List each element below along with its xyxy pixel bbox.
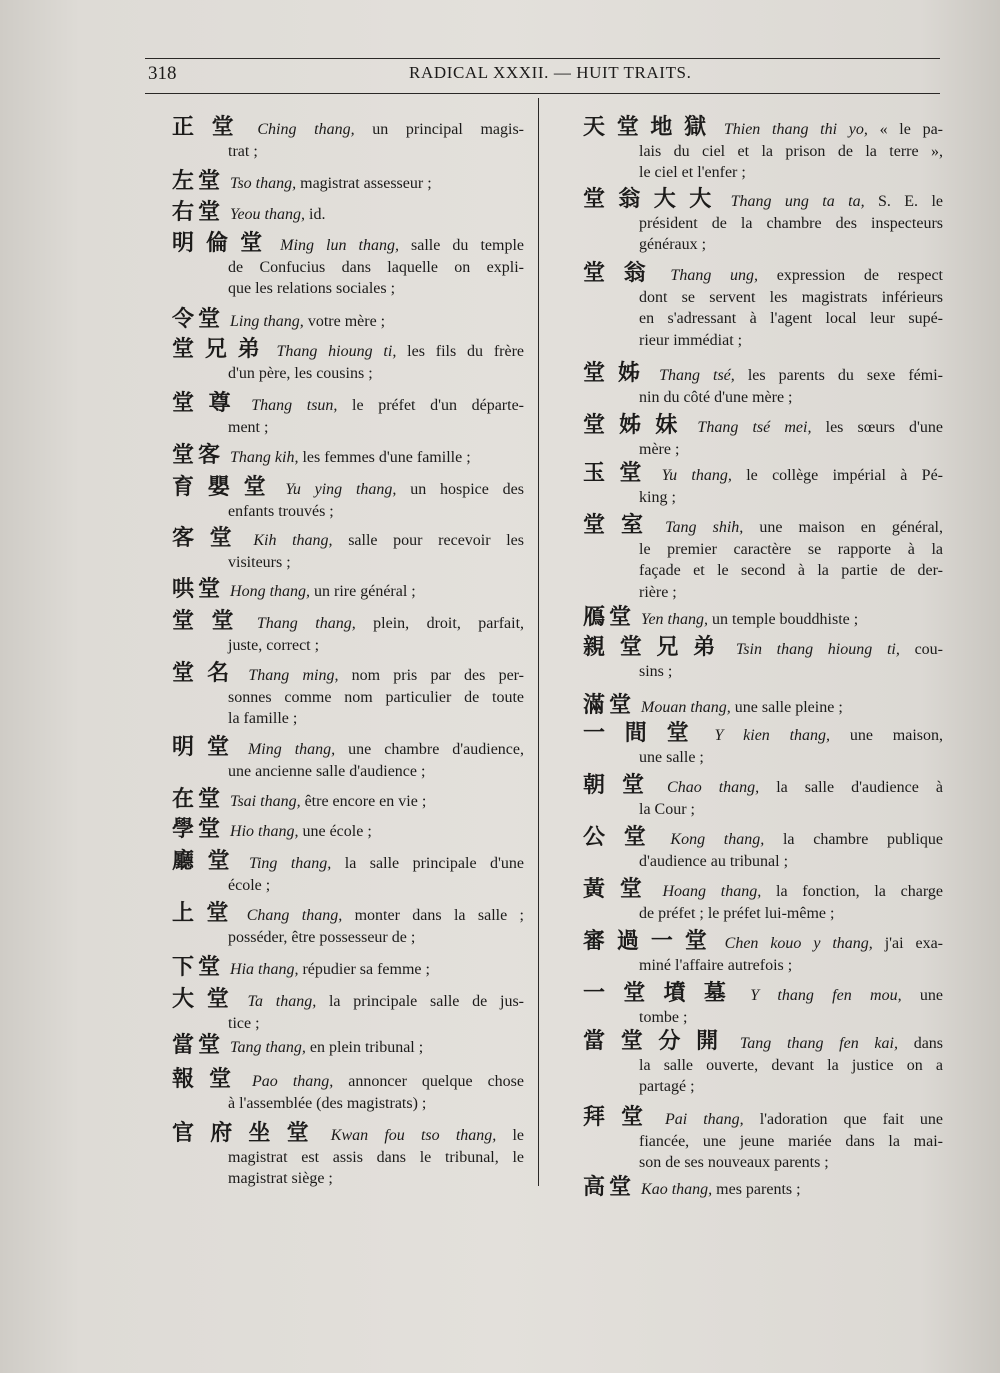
entry-first-line [172, 476, 524, 501]
dictionary-entry [583, 982, 943, 1028]
romanization: Thang ung ta ta, [730, 193, 865, 210]
definition: le préfet d'un départe- [352, 397, 524, 414]
definition: une maison en général, [759, 519, 943, 536]
definition: un principal magis- [372, 121, 524, 138]
dictionary-entry [172, 170, 524, 195]
entry-first-line [172, 902, 524, 927]
definition: id. [309, 206, 326, 223]
dictionary-entry [172, 902, 524, 948]
romanization: Thang thang, [256, 615, 356, 632]
entry-first-line [172, 1122, 524, 1147]
definition-continuation: en s'adressant à l'agent local leur supé- [639, 310, 943, 327]
dictionary-entry [583, 262, 943, 351]
definition: votre mère ; [307, 313, 386, 330]
entry-first-line [583, 262, 943, 287]
definition-continuation: son de ses nouveaux parents ; [639, 1154, 829, 1171]
definition: répudier sa femme ; [302, 961, 430, 978]
entry-first-line [172, 444, 524, 469]
dictionary-entry [172, 1068, 524, 1114]
definition: plein, droit, parfait, [373, 615, 525, 632]
dictionary-entry [172, 527, 524, 573]
definition: la salle d'audience à [776, 779, 943, 796]
definition-continuation: trat ; [228, 142, 258, 160]
definition-continuation: d'audience au tribunal ; [639, 852, 789, 870]
dictionary-entry [583, 774, 943, 820]
definition-continuation: à l'assemblée (des magistrats) ; [228, 1094, 427, 1112]
definition-continuation: la salle ouverte, devant la justice on a [639, 1056, 943, 1074]
romanization: Yen thang, [641, 611, 708, 628]
romanization: Thang kih, [230, 449, 299, 466]
chinese-headword: 堂翁 [583, 261, 665, 286]
running-head: RADICAL XXXII. — HUIT TRAITS. [409, 63, 692, 82]
dictionary-entry [172, 850, 524, 896]
chinese-headword: 堂客 [172, 443, 225, 468]
chinese-headword: 公堂 [583, 825, 665, 850]
definition-continuation: généraux ; [639, 236, 707, 253]
chinese-headword: 右堂 [172, 200, 225, 225]
definition: la principale salle de jus- [328, 993, 525, 1010]
chinese-headword: 大堂 [172, 987, 242, 1012]
definition-continuation: magistrat est assis dans le tribunal, le [228, 1148, 524, 1166]
chinese-headword: 哄堂 [172, 577, 225, 602]
definition: une salle pleine ; [734, 699, 843, 716]
romanization: Kwan fou tso thang, [330, 1127, 497, 1144]
definition-continuation: d'un père, les cousins ; [228, 364, 373, 382]
entry-first-line [583, 414, 943, 439]
entry-first-line [172, 850, 524, 875]
definition-continuation: enfants trouvés ; [228, 502, 334, 520]
chinese-headword: 下堂 [172, 955, 225, 980]
romanization: Ming thang, [247, 741, 336, 758]
definition: salle du temple [411, 237, 524, 254]
entry-first-line [172, 527, 524, 552]
definition-continuation: ment ; [228, 418, 269, 436]
dictionary-entry [583, 694, 943, 719]
chinese-headword: 明堂 [172, 735, 242, 760]
romanization: Thang tsé, [659, 367, 735, 384]
dictionary-entry [583, 188, 943, 256]
definition: la fonction, la charge [776, 883, 943, 900]
entry-first-line [583, 694, 943, 719]
romanization: Tso thang, [230, 175, 297, 192]
romanization: Hio thang, [230, 823, 299, 840]
chinese-headword: 拜堂 [583, 1105, 660, 1130]
dictionary-entry [583, 930, 943, 976]
chinese-headword: 在堂 [172, 787, 225, 812]
entry-first-line [583, 1176, 943, 1201]
definition: la salle principale d'une [344, 855, 524, 872]
romanization: Mouan thang, [641, 699, 731, 716]
chinese-headword: 左堂 [172, 169, 225, 194]
romanization: Kao thang, [641, 1181, 713, 1198]
entry-first-line [172, 578, 524, 603]
chinese-headword: 一間堂 [583, 721, 709, 746]
definition: les femmes d'une famille ; [302, 449, 471, 466]
definition-continuation: une salle ; [639, 748, 704, 766]
column-divider [538, 98, 539, 1186]
definition: magistrat assesseur ; [300, 175, 432, 192]
romanization: Thang tsé mei, [697, 419, 812, 436]
entry-first-line [172, 232, 524, 257]
entry-first-line [172, 116, 524, 141]
romanization: Thang tsun, [251, 397, 338, 414]
chinese-headword: 滿堂 [583, 693, 636, 718]
dictionary-entry [172, 232, 524, 300]
definition: annoncer quelque chose [348, 1073, 525, 1090]
definition: un rire général ; [314, 583, 416, 600]
romanization: Ming lun thang, [280, 237, 399, 254]
chinese-headword: 堂姊妹 [583, 413, 692, 438]
entry-first-line [583, 982, 943, 1007]
entry-first-line [172, 788, 524, 813]
dictionary-entry [583, 414, 943, 460]
romanization: Hia thang, [230, 961, 299, 978]
definition-continuation: la Cour ; [639, 800, 695, 818]
definition-continuation: nin du côté d'une mère ; [639, 388, 793, 406]
entry-first-line [583, 1030, 943, 1055]
definition: salle pour recevoir les [348, 532, 524, 549]
dictionary-entry [172, 788, 524, 813]
romanization: Tang thang fen kai, [739, 1035, 898, 1052]
definition-continuation: magistrat siège ; [228, 1170, 333, 1187]
entry-first-line [583, 636, 943, 661]
entry-first-line [172, 956, 524, 981]
dictionary-entry [172, 988, 524, 1034]
romanization: Hong thang, [230, 583, 311, 600]
romanization: Thang ming, [248, 667, 339, 684]
chinese-headword: 堂姊 [583, 361, 654, 386]
definition-continuation: lais du ciel et la prison de la terre », [639, 142, 943, 160]
chinese-headword: 堂兄弟 [172, 337, 271, 362]
chinese-headword: 玉堂 [583, 461, 656, 486]
definition: les sœurs d'une [825, 419, 943, 436]
entry-first-line [583, 188, 943, 213]
chinese-headword: 堂室 [583, 513, 660, 538]
definition-continuation: de Confucius dans laquelle on expli- [228, 258, 524, 276]
entry-first-line [172, 736, 524, 761]
romanization: Pai thang, [665, 1111, 744, 1128]
definition: mes parents ; [716, 1181, 801, 1198]
romanization: Ling thang, [230, 313, 304, 330]
dictionary-entry [172, 956, 524, 981]
definition-continuation: que les relations sociales ; [228, 280, 396, 297]
definition-continuation: président de la chambre des inspecteurs [639, 214, 943, 232]
dictionary-entry [583, 1106, 943, 1174]
chinese-headword: 報堂 [172, 1067, 247, 1092]
chinese-headword: 正堂 [172, 115, 252, 140]
dictionary-entry [172, 662, 524, 730]
dictionary-entry [172, 610, 524, 656]
romanization: Chao thang, [667, 779, 760, 796]
definition-continuation: tice ; [228, 1014, 260, 1032]
entry-first-line [583, 514, 943, 539]
chinese-headword: 黃堂 [583, 877, 657, 902]
definition-continuation: la famille ; [228, 710, 298, 727]
entry-first-line [172, 308, 524, 333]
entry-first-line [172, 662, 524, 687]
dictionary-entry [583, 826, 943, 872]
entry-first-line [583, 462, 943, 487]
entry-first-line [172, 201, 524, 226]
chinese-headword: 學堂 [172, 817, 225, 842]
entry-first-line [583, 722, 943, 747]
chinese-headword: 當堂分開 [583, 1029, 734, 1054]
dictionary-entry [172, 444, 524, 469]
dictionary-entry [583, 722, 943, 768]
chinese-headword: 客堂 [172, 526, 248, 551]
definition-continuation: le ciel et l'enfer ; [639, 164, 746, 181]
definition: une [919, 987, 943, 1004]
definition-continuation: rière ; [639, 583, 677, 601]
entry-first-line [583, 878, 943, 903]
dictionary-entry [583, 362, 943, 408]
chinese-headword: 天堂地獄 [583, 115, 718, 140]
romanization: Y thang fen mou, [750, 987, 902, 1004]
dictionary-entry [583, 462, 943, 508]
entry-first-line [583, 116, 943, 141]
entry-first-line [172, 338, 524, 363]
definition: un temple bouddhiste ; [712, 611, 859, 628]
romanization: Tang thang, [230, 1039, 306, 1056]
romanization: Thang ung, [670, 267, 759, 284]
definition-continuation: fiancée, une jeune mariée dans la mai- [639, 1132, 943, 1150]
definition: la chambre publique [782, 831, 943, 848]
chinese-headword: 上堂 [172, 901, 241, 926]
romanization: Thang hioung ti, [276, 343, 397, 360]
definition-continuation: sonnes comme nom particulier de toute [228, 688, 524, 706]
dictionary-entry [583, 116, 943, 184]
romanization: Tsin thang hioung ti, [735, 641, 900, 658]
definition: une chambre d'audience, [348, 741, 525, 758]
chinese-headword: 堂翁大大 [583, 187, 725, 212]
chinese-headword: 鴈堂 [583, 605, 636, 630]
romanization: Kong thang, [670, 831, 765, 848]
entry-first-line [583, 362, 943, 387]
romanization: Tsai thang, [230, 793, 301, 810]
definition-continuation: posséder, être possesseur de ; [228, 928, 416, 946]
romanization: Yu thang, [661, 467, 732, 484]
dictionary-entry [172, 1034, 524, 1059]
dictionary-entry [172, 1122, 524, 1190]
page-number: 318 [148, 63, 177, 84]
romanization: Ta thang, [247, 993, 317, 1010]
chinese-headword: 當堂 [172, 1033, 225, 1058]
romanization: Hoang thang, [662, 883, 762, 900]
definition: le collège impérial à Pé- [746, 467, 943, 484]
top-rule [145, 58, 940, 59]
definition-continuation: visiteurs ; [228, 553, 291, 571]
romanization: Tang shih, [665, 519, 744, 536]
dictionary-entry [172, 736, 524, 782]
definition: les parents du sexe fémi- [747, 367, 943, 384]
definition-continuation: le premier caractère se rapporte à la [639, 540, 943, 558]
chinese-headword: 育嬰堂 [172, 475, 280, 500]
definition: « le pa- [879, 121, 943, 138]
definition: en plein tribunal ; [309, 1039, 424, 1056]
romanization: Kih thang, [253, 532, 333, 549]
definition: le [512, 1127, 525, 1144]
definition: j'ai exa- [884, 935, 943, 952]
dictionary-entry [172, 392, 524, 438]
dictionary-entry [172, 116, 524, 162]
romanization: Pao thang, [252, 1073, 334, 1090]
romanization: Ching thang, [257, 121, 355, 138]
dictionary-entry [172, 578, 524, 603]
chinese-headword: 高堂 [583, 1175, 636, 1200]
chinese-headword: 親堂兄弟 [583, 635, 730, 660]
definition-continuation: dont se servent les magistrats inférieurs [639, 288, 943, 306]
chinese-headword: 廳堂 [172, 849, 243, 874]
entry-first-line [172, 988, 524, 1013]
dictionary-entry [172, 201, 524, 226]
romanization: Chang thang, [246, 907, 343, 924]
definition-continuation: king ; [639, 488, 676, 506]
definition: l'adoration que fait une [759, 1111, 943, 1128]
definition: dans [913, 1035, 944, 1052]
entry-first-line [583, 1106, 943, 1131]
romanization: Ting thang, [248, 855, 332, 872]
definition: expression de respect [776, 267, 943, 284]
definition-continuation: partagé ; [639, 1078, 695, 1095]
chinese-headword: 官府坐堂 [172, 1121, 325, 1146]
dictionary-entry [583, 606, 943, 631]
definition-continuation: façade et le second à la partie de der- [639, 562, 943, 579]
dictionary-entry [583, 514, 943, 603]
entry-first-line [583, 774, 943, 799]
entry-first-line [172, 1068, 524, 1093]
romanization: Yeou thang, [230, 206, 305, 223]
chinese-headword: 堂名 [172, 661, 243, 686]
chinese-headword: 朝堂 [583, 773, 662, 798]
entry-first-line [172, 818, 524, 843]
definition-continuation: juste, correct ; [228, 636, 320, 654]
definition: une école ; [302, 823, 372, 840]
definition: une maison, [849, 727, 943, 744]
definition-continuation: sins ; [639, 662, 673, 680]
header-rule [145, 93, 940, 94]
entry-first-line [172, 1034, 524, 1059]
chinese-headword: 堂堂 [172, 609, 251, 634]
dictionary-entry [172, 308, 524, 333]
definition: les fils du frère [407, 343, 525, 360]
definition: nom pris par des per- [351, 667, 524, 684]
dictionary-entry [172, 476, 524, 522]
entry-first-line [583, 826, 943, 851]
definition-continuation: rieur immédiat ; [639, 331, 743, 349]
chinese-headword: 審過一堂 [583, 929, 719, 954]
definition-continuation: école ; [228, 876, 271, 894]
dictionary-entry [583, 1176, 943, 1201]
entry-first-line [172, 170, 524, 195]
definition-continuation: tombe ; [639, 1008, 688, 1026]
romanization: Thien thang thi yo, [723, 121, 868, 138]
romanization: Yu ying thang, [285, 481, 397, 498]
entry-first-line [172, 610, 524, 635]
definition: cou- [914, 641, 944, 658]
definition: monter dans la salle ; [354, 907, 524, 924]
chinese-headword: 令堂 [172, 307, 225, 332]
romanization: Chen kouo y thang, [724, 935, 873, 952]
romanization: Y kien thang, [714, 727, 831, 744]
entry-first-line [583, 606, 943, 631]
definition-continuation: une ancienne salle d'audience ; [228, 762, 426, 780]
definition-continuation: miné l'affaire autrefois ; [639, 956, 793, 974]
chinese-headword: 堂尊 [172, 391, 246, 416]
dictionary-entry [172, 338, 524, 384]
chinese-headword: 一堂墳墓 [583, 981, 745, 1006]
dictionary-entry [583, 636, 943, 682]
entry-first-line [172, 392, 524, 417]
definition: un hospice des [410, 481, 524, 498]
definition: S. E. le [877, 193, 943, 210]
dictionary-entry [583, 878, 943, 924]
dictionary-entry [172, 818, 524, 843]
definition-continuation: mère ; [639, 440, 680, 458]
definition: être encore en vie ; [304, 793, 427, 810]
dictionary-entry [583, 1030, 943, 1098]
entry-first-line [583, 930, 943, 955]
chinese-headword: 明倫堂 [172, 231, 275, 256]
definition-continuation: de préfet ; le préfet lui-même ; [639, 904, 835, 922]
